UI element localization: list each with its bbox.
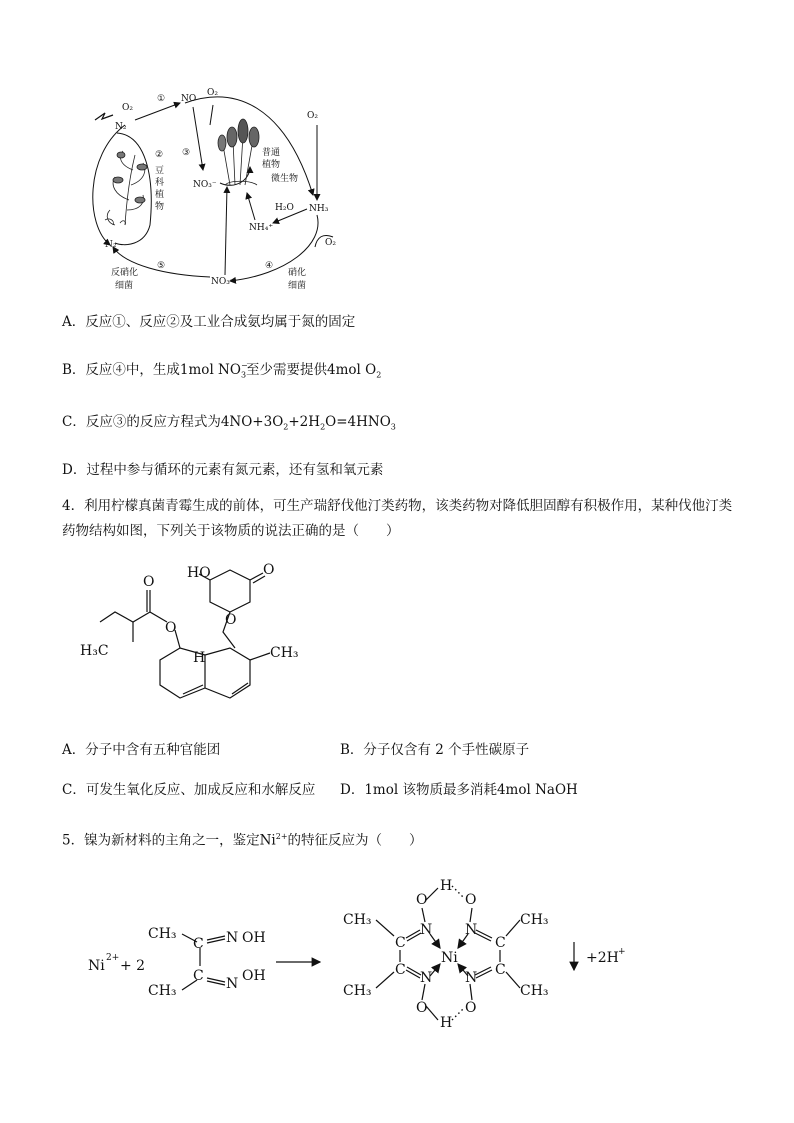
step-3-label: ③ <box>182 148 191 158</box>
ring-o-label: O <box>225 612 237 628</box>
step-1-label: ① <box>157 94 166 104</box>
no3-mid-label: NO₃⁻ <box>193 180 217 190</box>
arrow-o2-no <box>210 105 213 125</box>
o-tr-label: O <box>465 892 477 908</box>
plant-label-2: 植物 <box>262 160 281 170</box>
c-b-label: C <box>193 968 204 984</box>
q4-stem: 4．利用柠檬真菌青霉生成的前体，可生产瑞舒伐他汀类药物，该类药物对降低胆固醇有积极作用，某种伐他汀类药物结构如图，下列关于该物质的说法正确的是（ ） <box>62 498 733 539</box>
arrow-n2-loop <box>93 125 125 245</box>
ester-o-label: O <box>165 620 177 636</box>
c-l2-label: C <box>395 962 406 978</box>
o-bl-label: O <box>416 1000 428 1016</box>
legume-plant-icon <box>105 151 147 225</box>
ch3-l2-label: CH₃ <box>343 983 372 999</box>
step-2-label: ② <box>155 150 164 160</box>
byproduct-charge-label: + <box>618 947 626 957</box>
step-5-label: ⑤ <box>157 261 166 271</box>
plant-label-1: 普通 <box>262 148 281 158</box>
c-r2-label: C <box>495 962 506 978</box>
o-tl-label: O <box>416 892 428 908</box>
n2-bottom-label: N₂ <box>105 240 117 250</box>
oh-b-label: OH <box>242 968 266 984</box>
product-ni-label: Ni <box>441 950 458 966</box>
q5-stem: 5．镍为新材料的主角之一，鉴定$Ni^{2+}$的特征反应为（ ） <box>62 832 423 849</box>
n-br-label: N <box>465 970 478 986</box>
arrow-legume-loop <box>115 133 151 245</box>
byproduct-label: +2H <box>586 950 619 966</box>
denit-label-2: 细菌 <box>115 281 134 291</box>
step-4-label: ④ <box>265 261 274 271</box>
ester-carbonyl-o-label: O <box>143 574 155 590</box>
ordinary-plant-icon <box>218 119 259 185</box>
o2-label-2: O₂ <box>207 88 218 98</box>
oh-a-label: OH <box>242 930 266 946</box>
nh3-label: NH₃ <box>309 204 329 214</box>
ketone-o-label: O <box>263 562 275 578</box>
ni-reactant-label: Ni <box>88 958 105 974</box>
nit-label-2: 细菌 <box>288 281 307 291</box>
h-top-label: H <box>440 878 453 894</box>
o2-label-1: O₂ <box>122 103 133 113</box>
ch3-a-label: CH₃ <box>148 926 177 942</box>
c-l1-label: C <box>395 935 406 951</box>
nh4-label: NH₄⁺ <box>249 223 274 233</box>
no-label: NO <box>181 94 197 104</box>
ho-label: HO <box>187 565 211 581</box>
ch3-r1-label: CH₃ <box>520 912 549 928</box>
lightning-icon <box>95 113 113 120</box>
ch3-b-label: CH₃ <box>148 983 177 999</box>
no3-bottom-label: NO₃⁻ <box>211 277 235 287</box>
q4-option-a: A．分子中含有五种官能团 <box>62 742 221 758</box>
plus-two-label: + 2 <box>120 958 146 974</box>
q4-option-b: B．分子仅含有 2 个手性碳原子 <box>340 742 530 758</box>
legume-label-1: 豆 <box>155 166 165 176</box>
c-a-label: C <box>193 936 204 952</box>
microbe-label: 微生物 <box>271 174 299 184</box>
arrow-nh4-plant <box>247 193 255 220</box>
arrow-n2-no <box>135 103 180 120</box>
nickel-reaction <box>80 870 640 1035</box>
nit-label-1: 硝化 <box>288 268 307 278</box>
c-r1-label: C <box>495 935 506 951</box>
q3-option-b: B．反应④中，生成1mol NO − $_3$至少需要提供4mol $O_2$ <box>62 361 382 380</box>
legume-label-2: 科 <box>155 178 165 188</box>
n-a-label: N <box>226 930 239 946</box>
q4-option-c: C．可发生氧化反应、加成反应和水解反应 <box>62 782 316 798</box>
n-tl-label: N <box>420 922 433 938</box>
q3-option-c: C．反应③的反应方程式为$4NO+3O_2+2H_2O=4HNO_3$ <box>62 414 396 432</box>
legume-label-3: 植 <box>155 190 165 200</box>
nitrogen-cycle-diagram <box>85 85 355 300</box>
arrow-no-no3 <box>193 107 203 170</box>
ni-charge-label: 2+ <box>106 953 120 963</box>
q3-option-d: D．过程中参与循环的元素有氮元素，还有氢和氧元素 <box>62 462 384 478</box>
h3c-label: H₃C <box>80 643 109 659</box>
h2o-label: H₂O <box>275 203 294 213</box>
statin-structure <box>75 560 305 725</box>
n-tr-label: N <box>465 922 478 938</box>
ch3-label: CH₃ <box>270 645 299 661</box>
n-b-label: N <box>226 976 239 992</box>
denit-label-1: 反硝化 <box>111 268 139 278</box>
o2-label-4: O₂ <box>325 238 336 248</box>
arrow-no3-plant-up <box>225 187 227 275</box>
n-bl-label: N <box>420 970 433 986</box>
o-br-label: O <box>465 1000 477 1016</box>
h-label: H <box>193 650 206 666</box>
ch3-r2-label: CH₃ <box>520 983 549 999</box>
ch3-l1-label: CH₃ <box>343 912 372 928</box>
h-bottom-label: H <box>440 1015 453 1031</box>
legume-label-4: 物 <box>155 202 165 212</box>
q3-option-a: A．反应①、反应②及工业合成氨均属于氮的固定 <box>62 314 356 330</box>
o2-label-3: O₂ <box>307 111 318 121</box>
q4-option-d: D．1mol 该物质最多消耗4mol NaOH <box>340 782 578 798</box>
n2-top-label: N₂ <box>115 122 127 132</box>
